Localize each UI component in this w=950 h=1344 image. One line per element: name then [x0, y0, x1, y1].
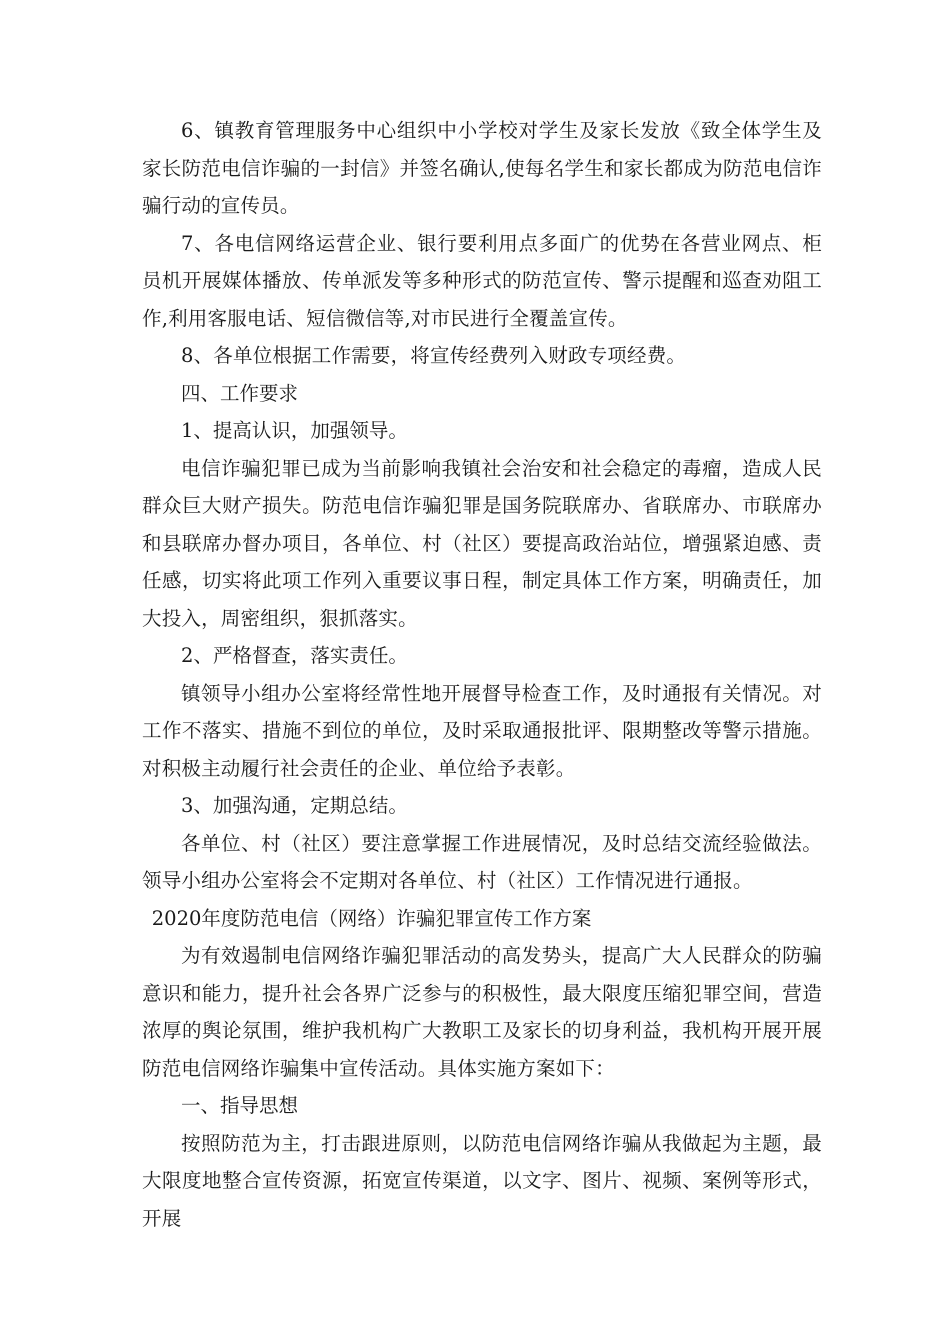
subheading-1: 1、提高认识，加强领导。: [181, 419, 408, 442]
paragraph-guiding: 按照防范为主，打击跟进原则，以防范电信网络诈骗从我做起为主题，最大限度地整合宣传资源，拓宽宣传渠道，以文字、图片、视频、案例等形式，开展: [142, 1131, 822, 1230]
subheading-2: 2、严格督查，落实责任。: [181, 644, 408, 667]
paragraph-awareness: 电信诈骗犯罪已成为当前影响我镇社会治安和社会稳定的毒瘤，造成人民群众巨大财产损失。防范电信诈骗犯罪是国务院联席办、省联席办、市联席办和县联席办督办项目，各单位、村（社区）要提高政治站位，增强紧迫感、责任感，切实将此项工作列入重要议事日程，制定具体工作方案，明确责任，加大投入，周密组织，狠抓落实。: [142, 456, 822, 630]
paragraph-item-7: 7、各电信网络运营企业、银行要利用点多面广的优势在各营业网点、柜员机开展媒体播放、传单派发等多种形式的防范宣传、警示提醒和巡查劝阻工作,利用客服电话、短信微信等,对市民进行全覆盖宣传。: [142, 231, 822, 330]
paragraph-supervision: 镇领导小组办公室将经常性地开展督导检查工作，及时通报有关情况。对工作不落实、措施不到位的单位，及时采取通报批评、限期整改等警示措施。对积极主动履行社会责任的企业、单位给予表彰。: [142, 681, 822, 780]
section-heading-work-requirements: 四、工作要求: [181, 381, 299, 405]
document-body: [142, 112, 822, 1237]
paragraph-intro: 为有效遏制电信网络诈骗犯罪活动的高发势头，提高广大人民群众的防骗意识和能力，提升社会各界广泛参与的积极性，最大限度压缩犯罪空间，营造浓厚的舆论氛围，维护我机构广大教职工及家长的切身利益，我机构开展开展防范电信网络诈骗集中宣传活动。具体实施方案如下：: [142, 944, 822, 1080]
document-title: 2020年度防范电信（网络）诈骗犯罪宣传工作方案: [151, 906, 592, 930]
paragraph-item-6: 6、镇教育管理服务中心组织中小学校对学生及家长发放《致全体学生及家长防范电信诈骗的一封信》并签名确认,使每名学生和家长都成为防范电信诈骗行动的宣传员。: [142, 119, 822, 217]
subheading-3: 3、加强沟通，定期总结。: [181, 794, 408, 817]
paragraph-communication: 各单位、村（社区）要注意掌握工作进展情况，及时总结交流经验做法。领导小组办公室将会不定期对各单位、村（社区）工作情况进行通报。: [142, 831, 822, 892]
section-heading-guiding-ideology: 一、指导思想: [181, 1094, 299, 1117]
paragraph-item-8: 8、各单位根据工作需要，将宣传经费列入财政专项经费。: [181, 344, 687, 367]
